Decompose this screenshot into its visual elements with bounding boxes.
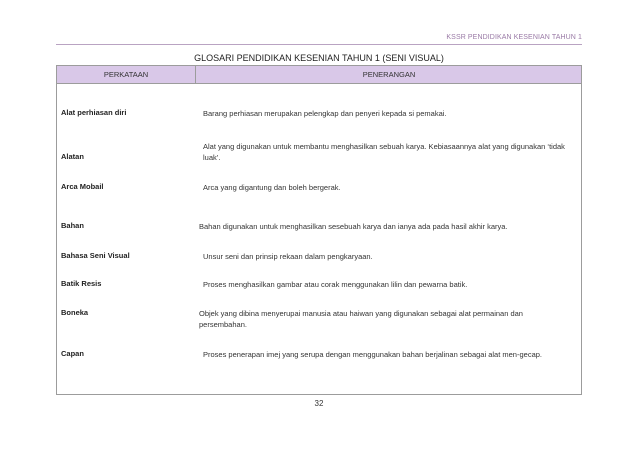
definition-cell: Bahan digunakan untuk menghasilkan sesebuah karya dan ianya ada pada hasil akhir karya. [199, 222, 508, 231]
term-cell: Bahan [61, 221, 84, 230]
glossary-table [56, 65, 582, 395]
term-cell: Alat perhiasan diri [61, 108, 127, 117]
term-cell: Batik Resis [61, 279, 102, 288]
running-header: KSSR PENDIDIKAN KESENIAN TAHUN 1 [446, 34, 582, 41]
table-header [57, 66, 581, 84]
term-cell: Alatan [61, 152, 84, 161]
definition-cell: Proses penerapan imej yang serupa dengan menggunakan bahan berjalinan sebagai alat men-gecap. [203, 350, 542, 359]
page-number: 32 [314, 399, 324, 408]
definition-cell: Alat yang digunakan untuk membantu menghasilkan sebuah karya. Kebiasaannya alat yang digunakan ‘tidak luak’. [203, 142, 565, 162]
term-cell: Bahasa Seni Visual [61, 251, 130, 260]
term-cell: Boneka [61, 308, 89, 317]
column-header-term: PERKATAAN [103, 70, 149, 79]
term-cell: Arca Mobail [61, 182, 104, 191]
term-cell: Capan [61, 349, 84, 358]
page-title: GLOSARI PENDIDIKAN KESENIAN TAHUN 1 (SENI VISUAL) [194, 53, 444, 63]
column-header-definition: PENERANGAN [362, 70, 416, 79]
definition-cell: Barang perhiasan merupakan pelengkap dan penyeri kepada si pemakai. [203, 109, 447, 118]
definition-cell: Proses menghasilkan gambar atau corak menggunakan lilin dan pewarna batik. [203, 280, 468, 289]
definition-cell: Objek yang dibina menyerupai manusia atau haiwan yang digunakan sebagai alat permainan dan persembahan. [199, 309, 523, 329]
definition-cell: Unsur seni dan prinsip rekaan dalam pengkaryaan. [203, 252, 373, 261]
definition-cell: Arca yang digantung dan boleh bergerak. [203, 183, 341, 192]
header-rule [56, 44, 582, 45]
